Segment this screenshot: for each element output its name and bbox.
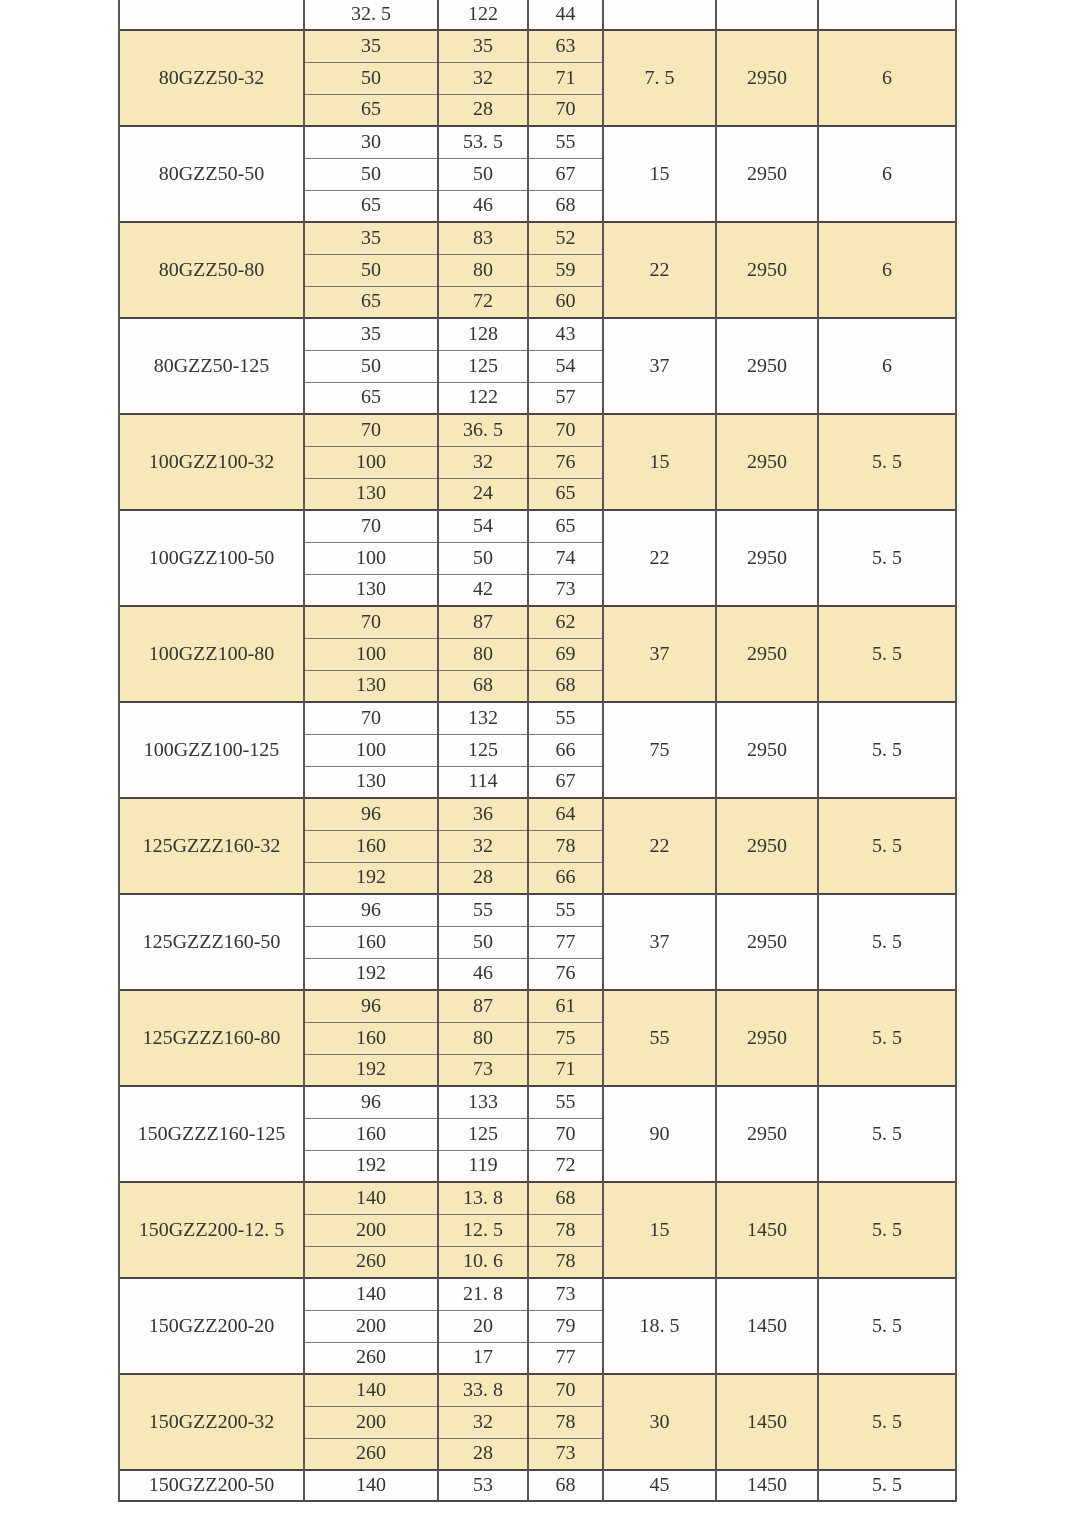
extra-cell: 5. 5 — [818, 1278, 956, 1374]
power-cell: 15 — [603, 126, 716, 222]
model-cell: 150GZZ200-50 — [119, 1470, 304, 1501]
speed-cell: 2950 — [716, 126, 818, 222]
power-cell: 22 — [603, 222, 716, 318]
power-cell: 37 — [603, 894, 716, 990]
head-cell: 54 — [438, 510, 528, 542]
head-cell: 72 — [438, 286, 528, 318]
head-cell: 28 — [438, 1438, 528, 1470]
flow-cell: 32. 5 — [304, 0, 438, 30]
flow-cell: 130 — [304, 766, 438, 798]
flow-cell: 35 — [304, 318, 438, 350]
efficiency-cell: 70 — [528, 94, 603, 126]
flow-cell: 70 — [304, 606, 438, 638]
spec-table-body — [119, 0, 956, 1501]
head-cell: 87 — [438, 990, 528, 1022]
efficiency-cell: 44 — [528, 0, 603, 30]
efficiency-cell: 65 — [528, 478, 603, 510]
head-cell: 73 — [438, 1054, 528, 1086]
head-cell: 20 — [438, 1310, 528, 1342]
model-cell: 80GZZ50-125 — [119, 318, 304, 414]
efficiency-cell: 67 — [528, 158, 603, 190]
head-cell: 50 — [438, 542, 528, 574]
head-cell: 114 — [438, 766, 528, 798]
efficiency-cell: 66 — [528, 734, 603, 766]
efficiency-cell: 73 — [528, 1438, 603, 1470]
extra-cell: 5. 5 — [818, 990, 956, 1086]
flow-cell: 65 — [304, 382, 438, 414]
power-cell: 7. 5 — [603, 30, 716, 126]
head-cell: 12. 5 — [438, 1214, 528, 1246]
speed-cell: 2950 — [716, 318, 818, 414]
flow-cell: 100 — [304, 638, 438, 670]
head-cell: 32 — [438, 62, 528, 94]
spec-row — [119, 30, 956, 62]
spec-row — [119, 222, 956, 254]
head-cell: 133 — [438, 1086, 528, 1118]
flow-cell: 192 — [304, 1150, 438, 1182]
flow-cell: 130 — [304, 670, 438, 702]
head-cell: 50 — [438, 926, 528, 958]
flow-cell: 140 — [304, 1278, 438, 1310]
model-cell: 125GZZZ160-32 — [119, 798, 304, 894]
head-cell: 122 — [438, 0, 528, 30]
efficiency-cell: 66 — [528, 862, 603, 894]
spec-row — [119, 702, 956, 734]
power-cell: 45 — [603, 1470, 716, 1501]
flow-cell: 200 — [304, 1214, 438, 1246]
model-cell: 125GZZZ160-80 — [119, 990, 304, 1086]
speed-cell: 2950 — [716, 894, 818, 990]
extra-cell: 5. 5 — [818, 702, 956, 798]
model-cell: 125GZZZ160-50 — [119, 894, 304, 990]
flow-cell: 35 — [304, 30, 438, 62]
extra-cell: 5. 5 — [818, 798, 956, 894]
flow-cell: 140 — [304, 1470, 438, 1501]
extra-cell: 5. 5 — [818, 894, 956, 990]
extra-cell — [818, 0, 956, 30]
flow-cell: 50 — [304, 254, 438, 286]
efficiency-cell: 78 — [528, 1406, 603, 1438]
efficiency-cell: 75 — [528, 1022, 603, 1054]
head-cell: 53 — [438, 1470, 528, 1501]
efficiency-cell: 68 — [528, 1182, 603, 1214]
flow-cell: 200 — [304, 1406, 438, 1438]
efficiency-cell: 68 — [528, 670, 603, 702]
power-cell: 18. 5 — [603, 1278, 716, 1374]
extra-cell: 5. 5 — [818, 1374, 956, 1470]
speed-cell: 2950 — [716, 990, 818, 1086]
head-cell: 13. 8 — [438, 1182, 528, 1214]
head-cell: 50 — [438, 158, 528, 190]
speed-cell: 2950 — [716, 606, 818, 702]
efficiency-cell: 76 — [528, 446, 603, 478]
flow-cell: 130 — [304, 478, 438, 510]
flow-cell: 100 — [304, 734, 438, 766]
speed-cell: 2950 — [716, 414, 818, 510]
head-cell: 80 — [438, 638, 528, 670]
model-cell — [119, 0, 304, 30]
flow-cell: 140 — [304, 1182, 438, 1214]
model-cell: 100GZZ100-32 — [119, 414, 304, 510]
flow-cell: 260 — [304, 1246, 438, 1278]
head-cell: 125 — [438, 350, 528, 382]
speed-cell: 1450 — [716, 1470, 818, 1501]
spec-row — [119, 126, 956, 158]
speed-cell: 2950 — [716, 510, 818, 606]
flow-cell: 160 — [304, 1118, 438, 1150]
head-cell: 21. 8 — [438, 1278, 528, 1310]
speed-cell: 2950 — [716, 1086, 818, 1182]
head-cell: 122 — [438, 382, 528, 414]
efficiency-cell: 70 — [528, 1118, 603, 1150]
flow-cell: 65 — [304, 286, 438, 318]
flow-cell: 260 — [304, 1438, 438, 1470]
spec-row — [119, 318, 956, 350]
efficiency-cell: 64 — [528, 798, 603, 830]
head-cell: 125 — [438, 1118, 528, 1150]
efficiency-cell: 54 — [528, 350, 603, 382]
speed-cell: 1450 — [716, 1278, 818, 1374]
power-cell: 15 — [603, 1182, 716, 1278]
efficiency-cell: 43 — [528, 318, 603, 350]
efficiency-cell: 55 — [528, 126, 603, 158]
efficiency-cell: 72 — [528, 1150, 603, 1182]
spec-row — [119, 1278, 956, 1310]
head-cell: 53. 5 — [438, 126, 528, 158]
flow-cell: 70 — [304, 702, 438, 734]
head-cell: 119 — [438, 1150, 528, 1182]
spec-row — [119, 1182, 956, 1214]
model-cell: 100GZZ100-50 — [119, 510, 304, 606]
model-cell: 150GZZ200-32 — [119, 1374, 304, 1470]
flow-cell: 96 — [304, 1086, 438, 1118]
flow-cell: 70 — [304, 510, 438, 542]
flow-cell: 192 — [304, 958, 438, 990]
model-cell: 150GZZ200-20 — [119, 1278, 304, 1374]
flow-cell: 140 — [304, 1374, 438, 1406]
flow-cell: 50 — [304, 158, 438, 190]
spec-row — [119, 510, 956, 542]
efficiency-cell: 57 — [528, 382, 603, 414]
efficiency-cell: 78 — [528, 830, 603, 862]
power-cell: 75 — [603, 702, 716, 798]
head-cell: 24 — [438, 478, 528, 510]
extra-cell: 6 — [818, 30, 956, 126]
model-cell: 80GZZ50-80 — [119, 222, 304, 318]
extra-cell: 5. 5 — [818, 510, 956, 606]
head-cell: 80 — [438, 254, 528, 286]
flow-cell: 70 — [304, 414, 438, 446]
efficiency-cell: 71 — [528, 62, 603, 94]
speed-cell: 1450 — [716, 1374, 818, 1470]
efficiency-cell: 55 — [528, 894, 603, 926]
efficiency-cell: 73 — [528, 1278, 603, 1310]
extra-cell: 5. 5 — [818, 1470, 956, 1501]
spec-row — [119, 414, 956, 446]
power-cell: 37 — [603, 318, 716, 414]
efficiency-cell: 76 — [528, 958, 603, 990]
power-cell: 37 — [603, 606, 716, 702]
flow-cell: 65 — [304, 190, 438, 222]
efficiency-cell: 59 — [528, 254, 603, 286]
efficiency-cell: 65 — [528, 510, 603, 542]
efficiency-cell: 73 — [528, 574, 603, 606]
power-cell: 22 — [603, 798, 716, 894]
power-cell — [603, 0, 716, 30]
head-cell: 46 — [438, 958, 528, 990]
flow-cell: 100 — [304, 446, 438, 478]
head-cell: 55 — [438, 894, 528, 926]
efficiency-cell: 77 — [528, 926, 603, 958]
head-cell: 17 — [438, 1342, 528, 1374]
efficiency-cell: 62 — [528, 606, 603, 638]
efficiency-cell: 55 — [528, 1086, 603, 1118]
head-cell: 125 — [438, 734, 528, 766]
extra-cell: 6 — [818, 126, 956, 222]
efficiency-cell: 71 — [528, 1054, 603, 1086]
extra-cell: 5. 5 — [818, 414, 956, 510]
flow-cell: 160 — [304, 830, 438, 862]
flow-cell: 192 — [304, 862, 438, 894]
head-cell: 87 — [438, 606, 528, 638]
model-cell: 150GZZ200-12. 5 — [119, 1182, 304, 1278]
efficiency-cell: 70 — [528, 1374, 603, 1406]
efficiency-cell: 78 — [528, 1214, 603, 1246]
extra-cell: 6 — [818, 222, 956, 318]
power-cell: 30 — [603, 1374, 716, 1470]
efficiency-cell: 55 — [528, 702, 603, 734]
spec-row — [119, 606, 956, 638]
flow-cell: 100 — [304, 542, 438, 574]
flow-cell: 200 — [304, 1310, 438, 1342]
flow-cell: 96 — [304, 798, 438, 830]
efficiency-cell: 68 — [528, 1470, 603, 1501]
head-cell: 32 — [438, 830, 528, 862]
power-cell: 90 — [603, 1086, 716, 1182]
speed-cell: 2950 — [716, 798, 818, 894]
spec-row — [119, 894, 956, 926]
flow-cell: 160 — [304, 926, 438, 958]
model-cell: 150GZZZ160-125 — [119, 1086, 304, 1182]
power-cell: 22 — [603, 510, 716, 606]
head-cell: 35 — [438, 30, 528, 62]
power-cell: 15 — [603, 414, 716, 510]
efficiency-cell: 60 — [528, 286, 603, 318]
extra-cell: 6 — [818, 318, 956, 414]
head-cell: 42 — [438, 574, 528, 606]
head-cell: 80 — [438, 1022, 528, 1054]
efficiency-cell: 77 — [528, 1342, 603, 1374]
flow-cell: 260 — [304, 1342, 438, 1374]
flow-cell: 50 — [304, 62, 438, 94]
head-cell: 28 — [438, 862, 528, 894]
efficiency-cell: 61 — [528, 990, 603, 1022]
head-cell: 32 — [438, 446, 528, 478]
spec-row — [119, 1470, 956, 1501]
efficiency-cell: 70 — [528, 414, 603, 446]
flow-cell: 30 — [304, 126, 438, 158]
head-cell: 36. 5 — [438, 414, 528, 446]
efficiency-cell: 52 — [528, 222, 603, 254]
extra-cell: 5. 5 — [818, 1182, 956, 1278]
head-cell: 128 — [438, 318, 528, 350]
efficiency-cell: 63 — [528, 30, 603, 62]
spec-row — [119, 990, 956, 1022]
spec-row — [119, 1086, 956, 1118]
flow-cell: 160 — [304, 1022, 438, 1054]
speed-cell: 1450 — [716, 1182, 818, 1278]
efficiency-cell: 69 — [528, 638, 603, 670]
head-cell: 83 — [438, 222, 528, 254]
efficiency-cell: 67 — [528, 766, 603, 798]
model-cell: 100GZZ100-125 — [119, 702, 304, 798]
extra-cell: 5. 5 — [818, 1086, 956, 1182]
head-cell: 36 — [438, 798, 528, 830]
efficiency-cell: 68 — [528, 190, 603, 222]
flow-cell: 96 — [304, 894, 438, 926]
head-cell: 132 — [438, 702, 528, 734]
speed-cell: 2950 — [716, 30, 818, 126]
head-cell: 33. 8 — [438, 1374, 528, 1406]
extra-cell: 5. 5 — [818, 606, 956, 702]
flow-cell: 192 — [304, 1054, 438, 1086]
flow-cell: 65 — [304, 94, 438, 126]
flow-cell: 130 — [304, 574, 438, 606]
spec-row — [119, 798, 956, 830]
spec-row-partial — [119, 0, 956, 30]
head-cell: 68 — [438, 670, 528, 702]
flow-cell: 35 — [304, 222, 438, 254]
head-cell: 46 — [438, 190, 528, 222]
efficiency-cell: 79 — [528, 1310, 603, 1342]
flow-cell: 96 — [304, 990, 438, 1022]
power-cell: 55 — [603, 990, 716, 1086]
head-cell: 28 — [438, 94, 528, 126]
flow-cell: 50 — [304, 350, 438, 382]
head-cell: 10. 6 — [438, 1246, 528, 1278]
model-cell: 80GZZ50-32 — [119, 30, 304, 126]
model-cell: 100GZZ100-80 — [119, 606, 304, 702]
model-cell: 80GZZ50-50 — [119, 126, 304, 222]
spec-row — [119, 1374, 956, 1406]
efficiency-cell: 74 — [528, 542, 603, 574]
efficiency-cell: 78 — [528, 1246, 603, 1278]
speed-cell — [716, 0, 818, 30]
speed-cell: 2950 — [716, 702, 818, 798]
pump-spec-table — [118, 0, 957, 1502]
speed-cell: 2950 — [716, 222, 818, 318]
head-cell: 32 — [438, 1406, 528, 1438]
